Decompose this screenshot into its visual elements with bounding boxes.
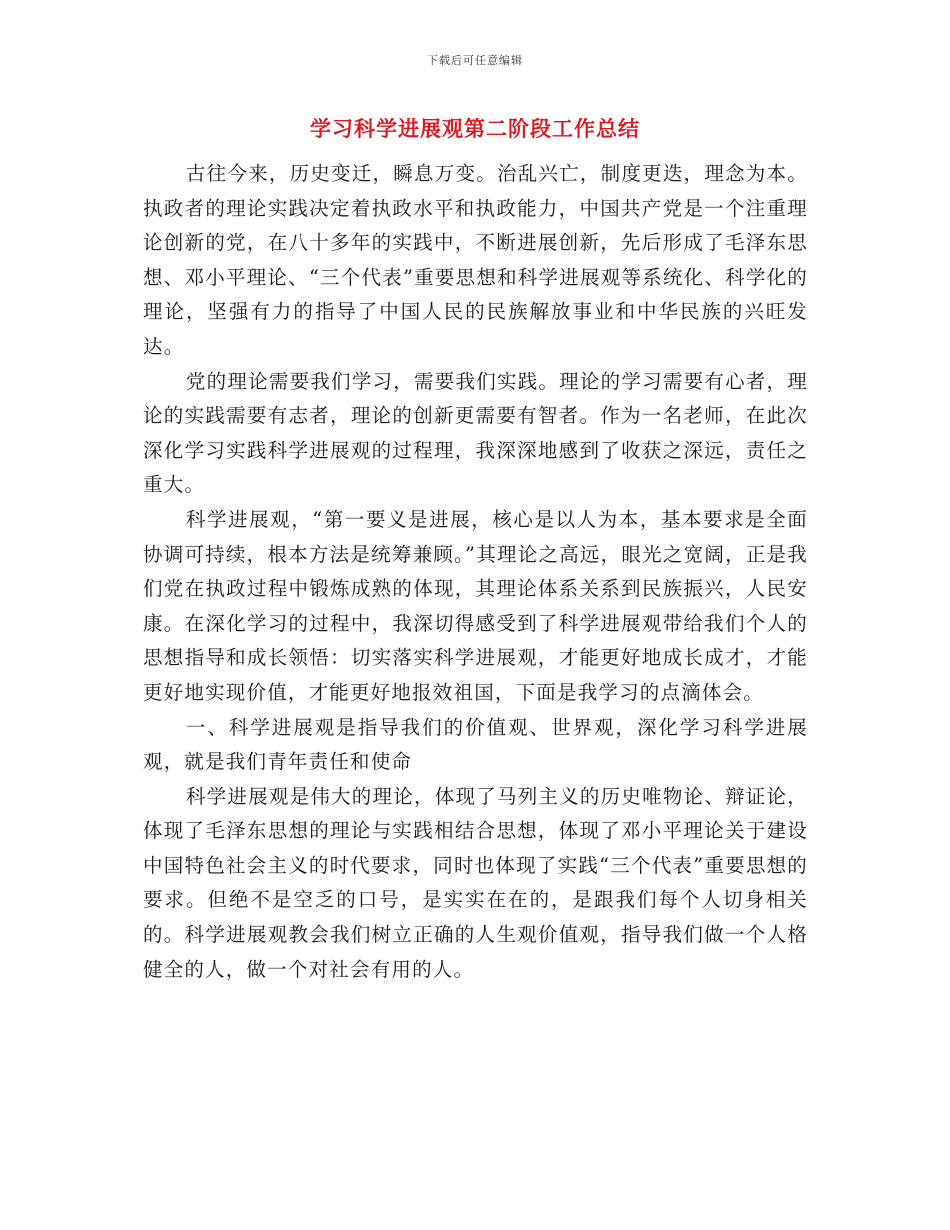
page-header-note: 下载后可任意编辑 [427,54,523,67]
paragraph-intro: 古往今来，历史变迁，瞬息万变。治乱兴亡，制度更迭，理念为本。执政者的理论实践决定着执政水平和执政能力，中国共产党是一个注重理论创新的党，在八十多年的实践中，不断进展创新，先后形成了毛泽东思想、邓小平理论、“三个代表”重要思想和科学进展观等系统化、科学化的理论，坚强有力的指导了中国人民的民族解放事业和中华民族的兴旺发达。 [143,162,808,358]
section-heading-one: 一、科学进展观是指导我们的价值观、世界观，深化学习科学进展观，就是我们青年责任和使命 [143,715,808,774]
document-title: 学习科学进展观第二阶段工作总结 [310,117,640,141]
paragraph-theory-study: 党的理论需要我们学习，需要我们实践。理论的学习需要有心者，理论的实践需要有志者，理论的创新更需要有智者。作为一名老师，在此次深化学习实践科学进展观的过程理，我深深地感到了收获之深远，责任之重大。 [143,369,808,497]
document-body [143,157,808,987]
paragraph-development-concept: 科学进展观，“第一要义是进展，核心是以人为本，基本要求是全面协调可持续，根本方法是统筹兼顾。”其理论之高远，眼光之宽阔，正是我们党在执政过程中锻炼成熟的体现，其理论体系关系到民族振兴，人民安康。在深化学习的过程中，我深切得感受到了科学进展观带给我们个人的思想指导和成长领悟：切实落实科学进展观，才能更好地成长成才，才能更好地实现价值，才能更好地报效祖国，下面是我学习的点滴体会。 [143,507,808,704]
paragraph-great-theory: 科学进展观是伟大的理论，体现了马列主义的历史唯物论、辩证论，体现了毛泽东思想的理论与实践相结合思想，体现了邓小平理论关于建设中国特色社会主义的时代要求，同时也体现了实践“三个代表”重要思想的要求。但绝不是空乏的口号，是实实在在的，是跟我们每个人切身相关的。科学进展观教会我们树立正确的人生观价值观，指导我们做一个人格健全的人，做一个对社会有用的人。 [143,784,808,981]
